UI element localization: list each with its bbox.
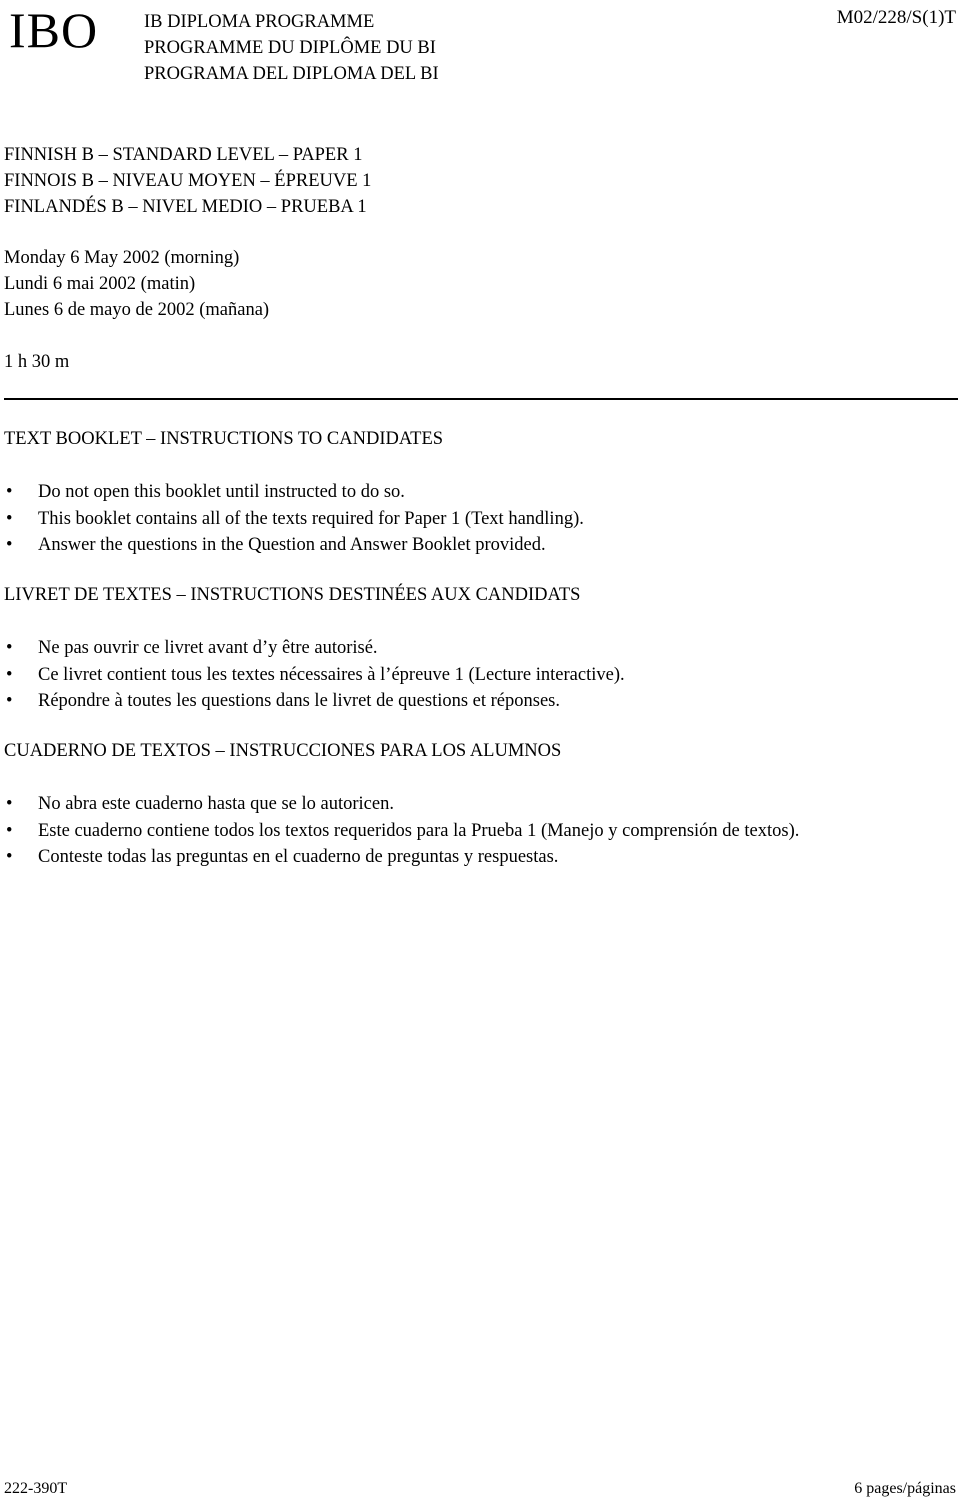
instructions-list-en [4,479,584,559]
exam-titles [4,142,371,220]
divider-rule [4,398,958,400]
instructions-heading-en: TEXT BOOKLET – INSTRUCTIONS TO CANDIDATES [4,429,444,449]
instructions-heading-es: CUADERNO DE TEXTOS – INSTRUCCIONES PARA LOS ALUMNOS [4,741,562,761]
bullet-icon: • [6,847,13,867]
footer-code: 222-390T [4,1480,68,1497]
footer-page-count: 6 pages/páginas [854,1480,956,1497]
bullet-icon: • [6,638,13,658]
instruction-item: • Este cuaderno contiene todos los textos requeridos para la Prueba 1 (Manejo y comprensión de textos). [4,818,799,845]
instruction-item: • Ce livret contient tous les textes nécessaires à l’épreuve 1 (Lecture interactive). [4,662,625,689]
exam-dates [4,245,269,323]
exam-date-en: Monday 6 May 2002 (morning) [4,248,240,268]
ibo-logo: IBO [9,2,99,58]
instructions-list-fr [4,635,625,715]
exam-title-fr: FINNOIS B – NIVEAU MOYEN – ÉPREUVE 1 [4,171,372,191]
exam-date-es: Lunes 6 de mayo de 2002 (mañana) [4,300,270,320]
instruction-item: • No abra este cuaderno hasta que se lo autoricen. [4,791,799,818]
bullet-icon: • [6,535,13,555]
programme-line-es: PROGRAMA DEL DIPLOMA DEL BI [144,64,439,84]
exam-title-es: FINLANDÉS B – NIVEL MEDIO – PRUEBA 1 [4,197,367,217]
instruction-item: • This booklet contains all of the texts required for Paper 1 (Text handling). [4,506,584,533]
instruction-item: • Répondre à toutes les questions dans le livret de questions et réponses. [4,688,625,715]
instructions-list-es [4,791,799,871]
exam-date-fr: Lundi 6 mai 2002 (matin) [4,274,196,294]
programme-names [144,9,439,87]
bullet-icon: • [6,794,13,814]
bullet-icon: • [6,482,13,502]
exam-duration: 1 h 30 m [4,352,70,372]
programme-line-en: IB DIPLOMA PROGRAMME [144,12,375,32]
bullet-icon: • [6,820,13,841]
document-code: M02/228/S(1)T [836,7,956,28]
bullet-icon: • [6,508,13,529]
instructions-heading-fr: LIVRET DE TEXTES – INSTRUCTIONS DESTINÉES AUX CANDIDATS [4,585,581,605]
bullet-icon: • [6,691,13,711]
instruction-item: • Ne pas ouvrir ce livret avant d’y être autorisé. [4,635,625,662]
bullet-icon: • [6,664,13,685]
instruction-item: • Do not open this booklet until instructed to do so. [4,479,584,506]
exam-title-en: FINNISH B – STANDARD LEVEL – PAPER 1 [4,145,363,165]
instruction-item: • Conteste todas las preguntas en el cuaderno de preguntas y respuestas. [4,844,799,871]
instruction-item: • Answer the questions in the Question and Answer Booklet provided. [4,532,584,559]
programme-line-fr: PROGRAMME DU DIPLÔME DU BI [144,38,436,58]
